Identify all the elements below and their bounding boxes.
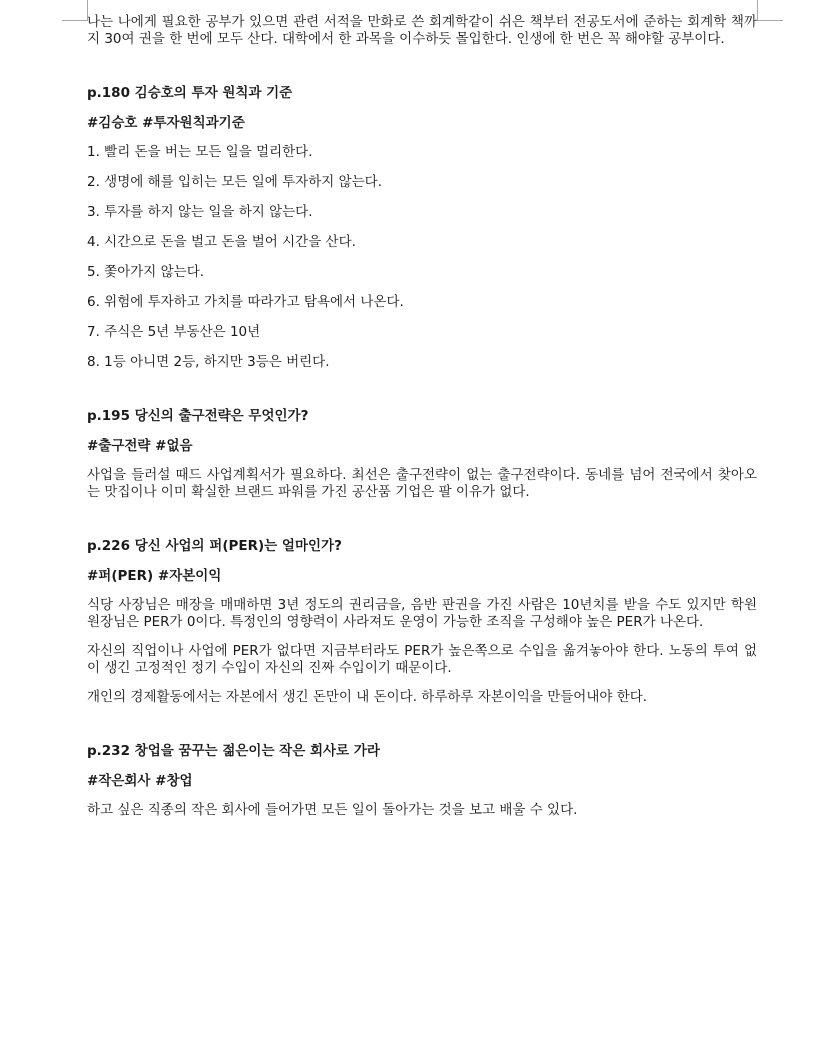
section-tags: #작은회사 #창업: [87, 773, 193, 789]
section-paragraph: 식당 사장님은 매장을 매매하면 3년 정도의 권리금을, 음반 판권을 가진 사람은 10년치를 받을 수도 있지만 학원 원장님은 PER가 0이다. 특정인의 영향력이 사라져도 운영이 가능한 조직을 구성해야 높은 PER가 나온다.: [87, 597, 757, 630]
section-heading: p.180 김승호의 투자 원칙과 기준: [87, 85, 293, 101]
crop-mark-right-horizontal: [757, 20, 783, 21]
list-item: 8. 1등 아니면 2등, 하지만 3등은 버린다.: [87, 354, 330, 370]
section-tags: #퍼(PER) #자본이익: [87, 568, 222, 584]
list-item: 6. 위험에 투자하고 가치를 따라가고 탐욕에서 나온다.: [87, 294, 404, 310]
list-item: 5. 쫓아가지 않는다.: [87, 264, 205, 280]
list-item: 2. 생명에 해를 입히는 모든 일에 투자하지 않는다.: [87, 174, 382, 190]
section-heading: p.226 당신 사업의 퍼(PER)는 얼마인가?: [87, 538, 342, 554]
section-paragraph: 하고 싶은 직종의 작은 회사에 들어가면 모든 일이 돌아가는 것을 보고 배울 수 있다.: [87, 802, 578, 818]
section-paragraph: 자신의 직업이나 사업에 PER가 없다면 지금부터라도 PER가 높은쪽으로 수입을 옮겨놓아야 한다. 노동의 투여 없이 생긴 고정적인 정기 수입이 자신의 진짜 수입이기 때문이다.: [87, 643, 757, 676]
crop-mark-right-vertical: [757, 0, 758, 21]
crop-mark-left-horizontal: [62, 20, 88, 21]
section-paragraph: 사업을 들러설 때드 사업계획서가 필요하다. 최선은 출구전략이 없는 출구전략이다. 동네를 넘어 전국에서 찾아오는 맛집이나 이미 확실한 브랜드 파워를 가진 공산품 기업은 팔 이유가 없다.: [87, 467, 757, 500]
list-item: 3. 투자를 하지 않는 일을 하지 않는다.: [87, 204, 313, 220]
document-page: [87, 14, 757, 831]
section-tags: #김승호 #투자원칙과기준: [87, 115, 245, 131]
section-exit-strategy: [87, 408, 757, 501]
section-paragraph: 개인의 경제활동에서는 자본에서 생긴 돈만이 내 돈이다. 하루하루 자본이익을 만들어내야 한다.: [87, 689, 648, 705]
section-investment-principles: [87, 85, 757, 371]
list-item: 4. 시간으로 돈을 벌고 돈을 벌어 시간을 산다.: [87, 234, 356, 250]
section-small-company: [87, 743, 757, 819]
section-heading: p.232 창업을 꿈꾸는 젊은이는 작은 회사로 가라: [87, 743, 380, 759]
section-heading: p.195 당신의 출구전략은 무엇인가?: [87, 408, 309, 424]
section-per: [87, 538, 757, 706]
list-item: 7. 주식은 5년 부동산은 10년: [87, 324, 261, 340]
intro-paragraph: 나는 나에게 필요한 공부가 있으면 관련 서적을 만화로 쓴 회계학같이 쉬은 책부터 전공도서에 준하는 회계학 책까지 30여 권을 한 번에 모두 산다. 대학에서 한 과목을 이수하듯 몰입한다. 인생에 한 번은 꼭 해야할 공부이다.: [87, 14, 757, 47]
list-item: 1. 빨리 돈을 버는 모든 일을 멀리한다.: [87, 144, 313, 160]
section-tags: #출구전략 #없음: [87, 438, 193, 454]
